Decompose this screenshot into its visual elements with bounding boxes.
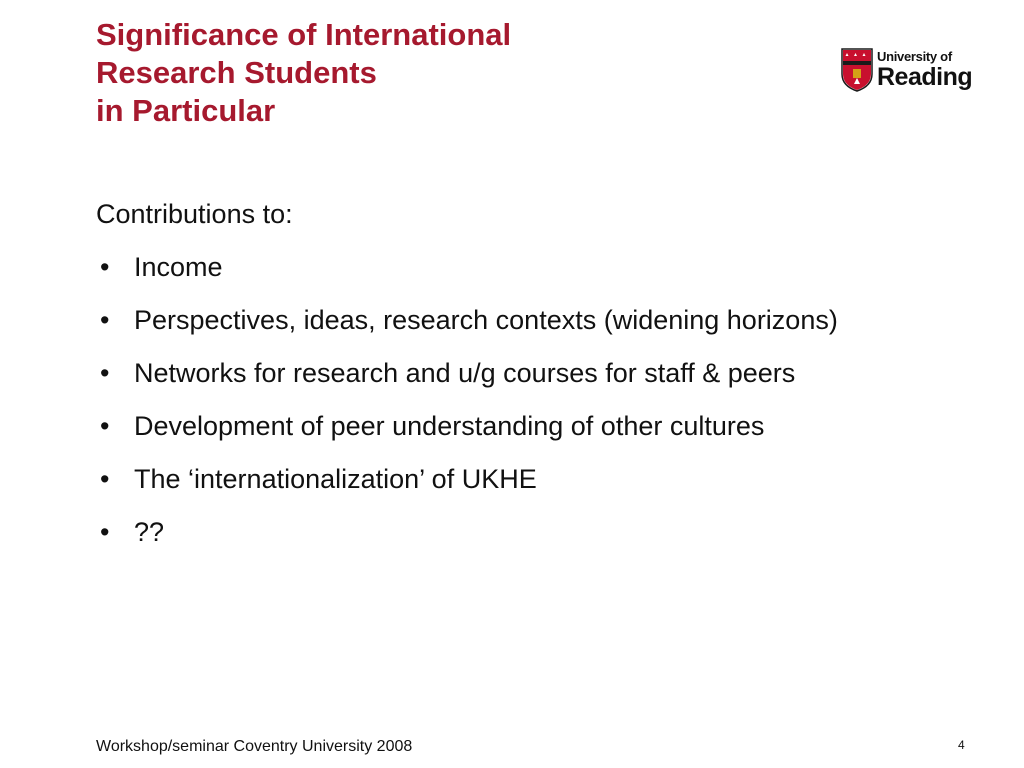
page-number: 4 [958, 738, 965, 752]
slide-body [96, 188, 976, 559]
bullet-text: The ‘internationalization’ of UKHE [134, 464, 537, 494]
bullet-marker: • [100, 358, 110, 388]
bullet-marker: • [100, 411, 110, 441]
bullet-item [96, 506, 976, 559]
title-line-3: in Particular [96, 93, 276, 128]
bullet-text: Perspectives, ideas, research contexts (widening horizons) [134, 305, 838, 335]
bullet-list [96, 241, 976, 559]
bullet-text: ?? [134, 517, 165, 547]
bullet-item [96, 294, 976, 347]
bullet-text: Income [134, 252, 223, 282]
logo-reading: Reading [877, 63, 973, 91]
bullet-item [96, 347, 976, 400]
bullet-marker: • [100, 305, 110, 335]
bullet-marker: • [100, 517, 110, 547]
bullet-marker: • [100, 464, 110, 494]
logo-wordmark [877, 49, 972, 91]
university-logo [841, 47, 975, 93]
intro-text: Contributions to: [96, 199, 293, 229]
slide-footer: Workshop/seminar Coventry University 2008 [96, 738, 413, 755]
bullet-text: Development of peer understanding of other cultures [134, 411, 765, 441]
bullet-item [96, 241, 976, 294]
bullet-item [96, 400, 976, 453]
bullet-item [96, 453, 976, 506]
bullet-text: Networks for research and u/g courses for staff & peers [134, 358, 796, 388]
university-shield-icon [841, 48, 873, 92]
bullet-marker: • [100, 252, 110, 282]
title-line-2: Research Students [96, 55, 377, 90]
title-line-1: Significance of International [96, 17, 512, 52]
slide-title [96, 16, 736, 130]
logo-university-of: University of [877, 49, 952, 64]
